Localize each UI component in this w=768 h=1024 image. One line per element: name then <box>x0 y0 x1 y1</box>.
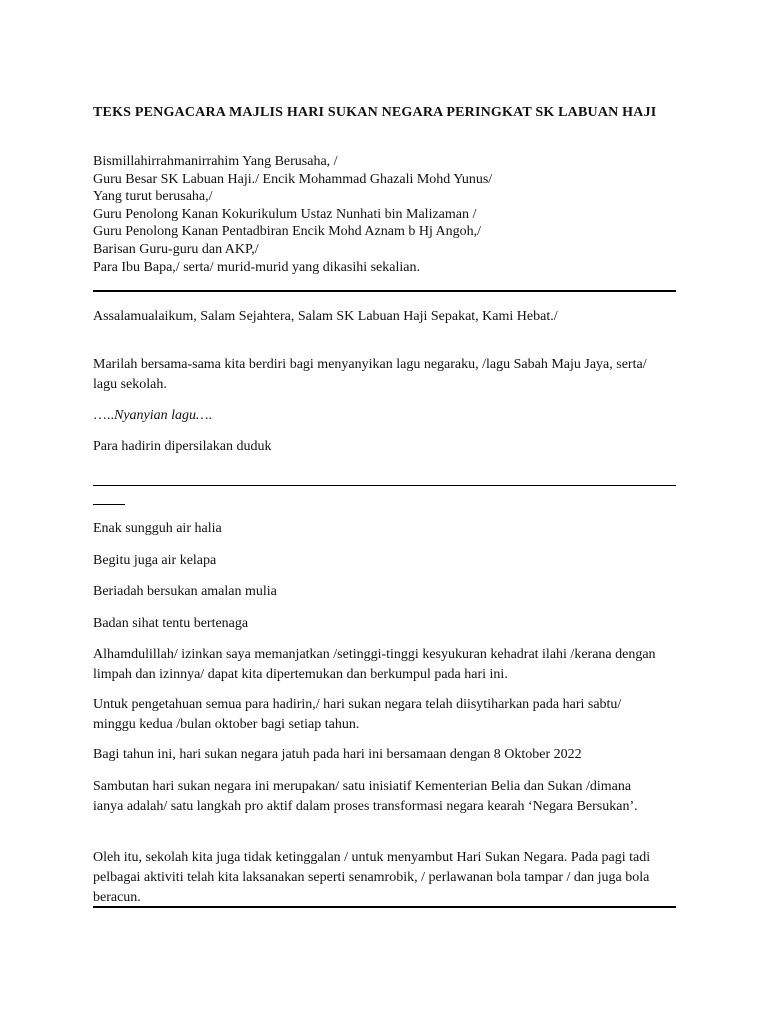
salutation-line: Yang turut berusaha,/ <box>93 189 213 205</box>
seated-paragraph: Para hadirin dipersilakan duduk <box>93 439 272 454</box>
salutation-line: Guru Penolong Kanan Kokurikulum Ustaz Nunhati bin Malizaman / <box>93 206 477 222</box>
salutation-list <box>93 153 676 276</box>
pantun-line: Begitu juga air kelapa <box>93 553 217 568</box>
pantun-line: Enak sungguh air halia <box>93 521 222 536</box>
section-divider <box>93 906 676 908</box>
pantun-line: Beriadah bersukan amalan mulia <box>93 584 277 599</box>
salutation-line: Para Ibu Bapa,/ serta/ murid-murid yang dikasihi sekalian. <box>93 259 420 275</box>
singing-suffix: . <box>208 408 212 423</box>
singing-text: Nyanyian lagu… <box>114 408 209 423</box>
anthem-paragraph: Marilah bersama-sama kita berdiri bagi menyanyikan lagu negaraku, /lagu Sabah Maju Jaya, serta/ lagu sekolah. <box>93 357 647 392</box>
salutation-line: Bismillahirrahmanirrahim Yang Berusaha, / <box>93 154 338 169</box>
salutation-line: Guru Penolong Kanan Pentadbiran Encik Mohd Aznam b Hj Angoh,/ <box>93 224 482 240</box>
section-divider <box>93 290 676 292</box>
document-page <box>93 0 676 1024</box>
salutation-line: Barisan Guru-guru dan AKP,/ <box>93 241 259 257</box>
body-paragraph: Oleh itu, sekolah kita juga tidak ketinggalan / untuk menyambut Hari Sukan Negara. Pada pagi tadi pelbagai aktiviti telah kita laksanakan seperti senamrobik, / perlawanan bola tampar / dan juga bola beracun. <box>93 850 651 905</box>
salutation-line: Guru Besar SK Labuan Haji./ Encik Mohammad Ghazali Mohd Yunus/ <box>93 171 493 187</box>
singing-prefix: ….. <box>93 408 114 423</box>
pantun-line: Badan sihat tentu bertenaga <box>93 616 249 631</box>
body-paragraph: Sambutan hari sukan negara ini merupakan/ satu inisiatif Kementerian Belia dan Sukan /dimana ianya adalah/ satu langkah pro aktif dalam proses transformasi negara kearah ‘Negara Bersukan’. <box>93 779 638 814</box>
document-title: TEKS PENGACARA MAJLIS HARI SUKAN NEGARA PERINGKAT SK LABUAN HAJI <box>93 105 657 120</box>
greeting-paragraph: Assalamualaikum, Salam Sejahtera, Salam SK Labuan Haji Sepakat, Kami Hebat./ <box>93 309 558 324</box>
section-divider-tail <box>93 504 125 505</box>
body-paragraph: Alhamdulillah/ izinkan saya memanjatkan /setinggi-tinggi kesyukuran kehadrat ilahi /kerana dengan limpah dan izinnya/ dapat kita dipertemukan dan berkumpul pada hari ini. <box>93 647 656 682</box>
body-paragraph: Bagi tahun ini, hari sukan negara jatuh pada hari ini bersamaan dengan 8 Oktober 2022 <box>93 747 582 762</box>
body-paragraph: Untuk pengetahuan semua para hadirin,/ hari sukan negara telah diisytiharkan pada hari sabtu/ minggu kedua /bulan oktober bagi setiap tahun. <box>93 697 622 732</box>
section-divider <box>93 485 676 486</box>
singing-cue <box>93 406 676 426</box>
